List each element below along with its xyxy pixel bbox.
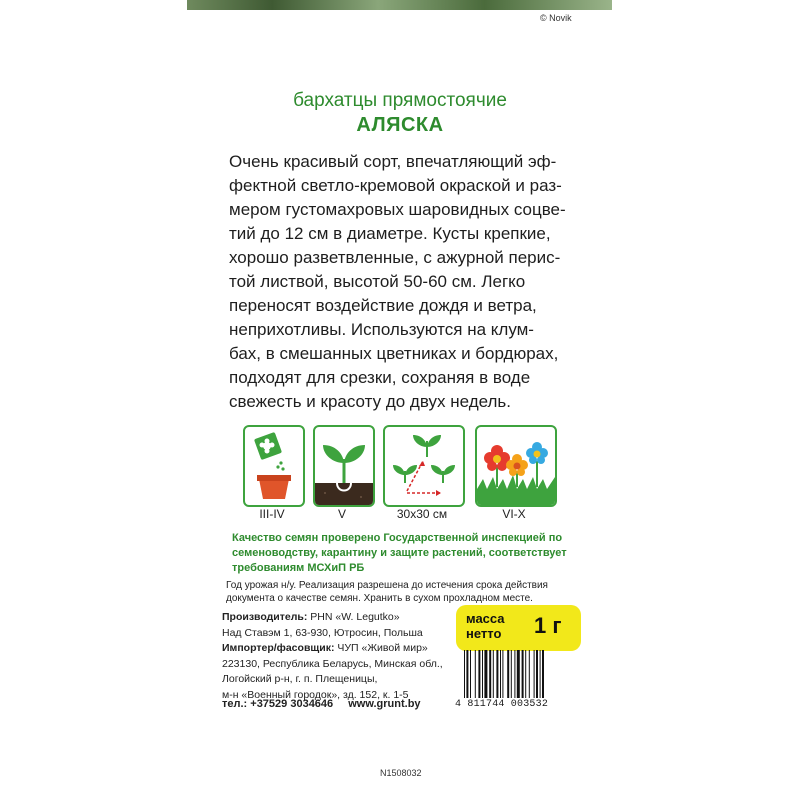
flowers-icon [475,425,557,507]
importer-address-line: м-н «Военный городок», зд. 152, к. 1-5 [222,688,409,701]
website: www.grunt.by [348,698,421,710]
phone: тел.: +37529 3034646 [222,698,334,710]
icon-label: 30х30 см [396,507,448,521]
contacts [222,698,421,710]
species-title: бархатцы прямостоячие [293,90,507,111]
description-line: подходят для срезки, сохраняя в воде [229,368,531,387]
description-line: переносят воздействие дождя и ветра, [229,296,537,315]
mass-label-line: масса [466,611,505,626]
quality-notice [232,531,582,576]
importer-value: ЧУП «Живой мир» [334,642,428,654]
harvest-line: документа о качестве семян. Хранить в сухом прохладном месте. [226,593,533,604]
seedling-icon [313,425,375,507]
variety-title: АЛЯСКА [356,114,444,136]
mass-label-line: нетто [466,626,502,641]
seed-pot-icon [243,425,305,507]
description-line: хорошо разветвленные, с ажурной перис- [229,248,561,267]
spacing-icon [383,425,465,507]
producer-label: Производитель: [222,611,308,623]
mass-label [466,611,505,641]
producer-info [222,610,443,703]
producer-value: PHN «W. Legutko» [307,611,400,623]
importer-address-line: Логойский р-н, г. п. Плещеницы, [222,673,378,685]
producer-address: Над Ставэм 1, 63-930, Ютросин, Польша [222,626,423,639]
description-line: мером густомахровых шаровидных соцве- [229,200,566,219]
quality-line: семеноводству, карантину и защите растений, соответствует [232,547,567,559]
icon-label: V [337,507,346,521]
icon-label: III-IV [259,507,285,521]
description-line: неприхотливы. Используются на клум- [229,320,534,339]
description-line: бах, в смешанных цветниках и бордюрах, [229,344,559,363]
description-line: свежесть и красоту до двух недель. [229,392,512,411]
mass-value: 1 г [534,613,562,638]
harvest-notice [226,579,596,605]
description-line: той листвой, высотой 50-60 см. Легко [229,272,526,291]
print-code: N1508032 [380,768,422,778]
photo-strip [187,0,612,10]
quality-line: требованиям МСХиП РБ [232,562,365,574]
description [229,150,569,414]
icon-label: VI-X [502,507,526,521]
quality-line: Качество семян проверено Государственной инспекцией по [232,532,563,544]
barcode-number: 4 811744 003532 [455,699,549,710]
importer-label: Импортер/фасовщик: [222,642,335,654]
importer-address-line: 223130, Республика Беларусь, Минская обл., [222,657,443,670]
description-line: фектной светло-кремовой окраской и раз- [229,176,562,195]
description-line: Очень красивый сорт, впечатляющий эф- [229,152,557,171]
photo-credit: © Novik [540,13,572,23]
description-line: тий до 12 см в диаметре. Кусты крепкие, [229,224,551,243]
harvest-line: Год урожая н/у. Реализация разрешена до истечения срока действия [226,580,548,591]
net-mass-badge [456,605,581,651]
